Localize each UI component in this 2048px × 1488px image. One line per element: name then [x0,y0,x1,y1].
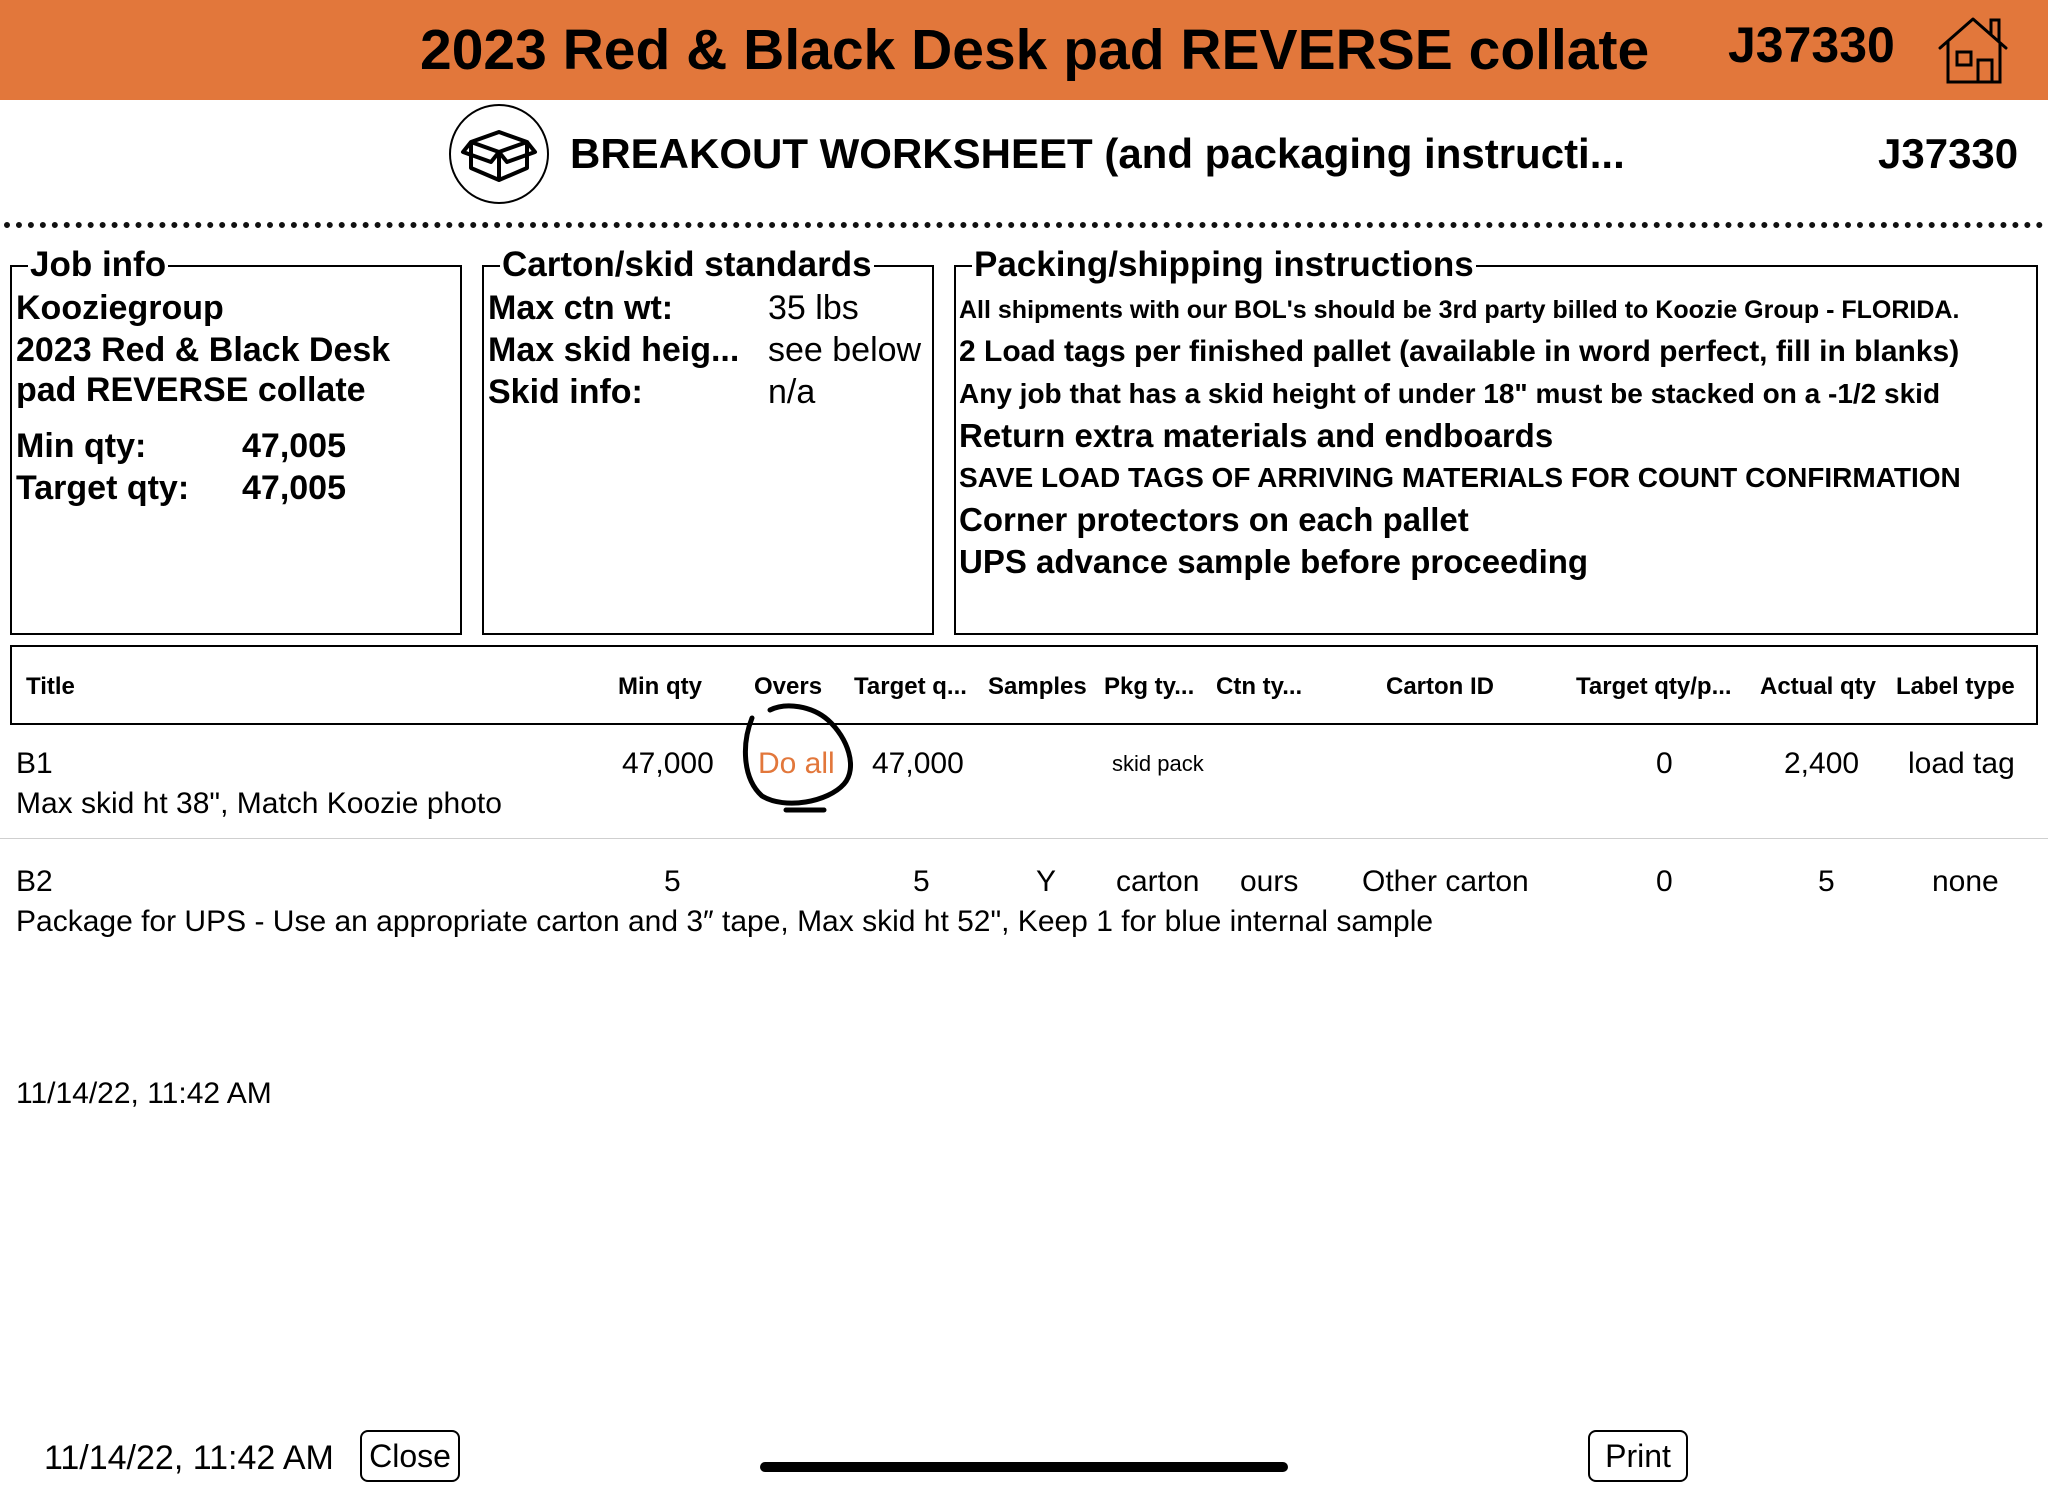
print-button[interactable]: Print [1588,1430,1688,1482]
row-min-qty: 47,000 [622,747,714,780]
generated-timestamp: 11/14/22, 11:42 AM [16,1077,272,1110]
job-number: J37330 [1728,17,1895,73]
instruction-line: 2 Load tags per finished pallet (available in word perfect, fill in blanks) [959,335,1960,368]
row-carton-id: Other carton [1362,865,1529,898]
row-ctn-type: ours [1240,865,1299,898]
packing-instructions-legend: Packing/shipping instructions [974,245,1474,284]
table-row[interactable] [0,848,2048,948]
min-qty-value: 47,005 [242,427,346,465]
min-qty-label: Min qty: [16,427,147,465]
col-label-type[interactable]: Label type [1896,673,2015,700]
max-skid-height-label: Max skid heig... [488,331,740,369]
job-name-line1: 2023 Red & Black Desk [16,331,391,369]
target-qty-value: 47,005 [242,469,346,507]
row-label-type: load tag [1908,747,2015,780]
row-note: Package for UPS - Use an appropriate carton and 3″ tape, Max skid ht 52", Keep 1 for blue internal sample [16,905,1434,938]
instruction-line: All shipments with our BOL's should be 3rd party billed to Koozie Group - FLORIDA. [959,296,1960,324]
row-min-qty: 5 [664,865,681,898]
carton-standards-legend: Carton/skid standards [502,245,872,284]
job-info-panel [10,245,462,635]
row-pkg-type: carton [1116,865,1200,898]
packing-instructions-panel [954,245,2038,635]
max-carton-weight-value: 35 lbs [768,289,859,327]
row-target-qty: 47,000 [872,747,964,780]
table-row[interactable] [0,728,2048,836]
col-target-qty[interactable]: Target q... [854,673,967,700]
open-box-icon [449,104,549,204]
skid-info-value: n/a [768,373,816,411]
job-title: 2023 Red & Black Desk pad REVERSE collate [420,18,1650,82]
row-target-qty-per: 0 [1656,747,1673,780]
instruction-line: Corner protectors on each pallet [959,501,1469,538]
col-min-qty[interactable]: Min qty [618,673,702,700]
table-header [10,645,2038,725]
instruction-line: Return extra materials and endboards [959,417,1554,454]
row-label-type: none [1932,865,1999,898]
row-actual-qty: 2,400 [1784,747,1860,780]
row-samples: Y [1036,865,1057,898]
row-target-qty: 5 [913,865,930,898]
home-indicator[interactable] [760,1462,1288,1472]
carton-standards-panel [482,245,934,635]
house-icon[interactable] [1936,14,2010,86]
job-name-line2: pad REVERSE collate [16,371,366,409]
row-actual-qty: 5 [1818,865,1835,898]
instruction-line: SAVE LOAD TAGS OF ARRIVING MATERIALS FOR COUNT CONFIRMATION [959,462,1961,493]
target-qty-label: Target qty: [16,469,190,507]
col-pkg-type[interactable]: Pkg ty... [1104,673,1195,700]
col-overs[interactable]: Overs [754,673,823,700]
max-carton-weight-label: Max ctn wt: [488,289,674,327]
customer-name: Kooziegroup [16,289,224,327]
close-button[interactable]: Close [360,1430,460,1482]
row-target-qty-per: 0 [1656,865,1673,898]
row-overs: Do all [758,747,835,780]
row-note: Max skid ht 38", Match Koozie photo [16,787,502,820]
dotted-divider [4,222,2044,228]
max-skid-height-value: see below [768,331,922,369]
col-samples[interactable]: Samples [988,673,1087,700]
worksheet-title: BREAKOUT WORKSHEET (and packaging instructi... [570,130,1625,177]
row-pkg-type: skid pack [1112,751,1204,776]
col-carton-id[interactable]: Carton ID [1386,673,1494,700]
skid-info-label: Skid info: [488,373,643,411]
col-ctn-type[interactable]: Ctn ty... [1216,673,1303,700]
col-title[interactable]: Title [26,673,75,700]
col-actual-qty[interactable]: Actual qty [1760,673,1877,700]
job-info-legend: Job info [30,245,167,284]
col-target-qty-per[interactable]: Target qty/p... [1576,673,1732,700]
instruction-line: UPS advance sample before proceeding [959,543,1589,580]
footer-timestamp: 11/14/22, 11:42 AM [44,1439,334,1477]
row-title: B1 [16,747,53,780]
row-divider [0,838,2048,839]
hand-drawn-circle-annotation [740,698,870,816]
row-title: B2 [16,865,53,898]
instruction-line: Any job that has a skid height of under 18" must be stacked on a -1/2 skid [959,378,1941,409]
worksheet-job-number: J37330 [1878,130,2019,177]
